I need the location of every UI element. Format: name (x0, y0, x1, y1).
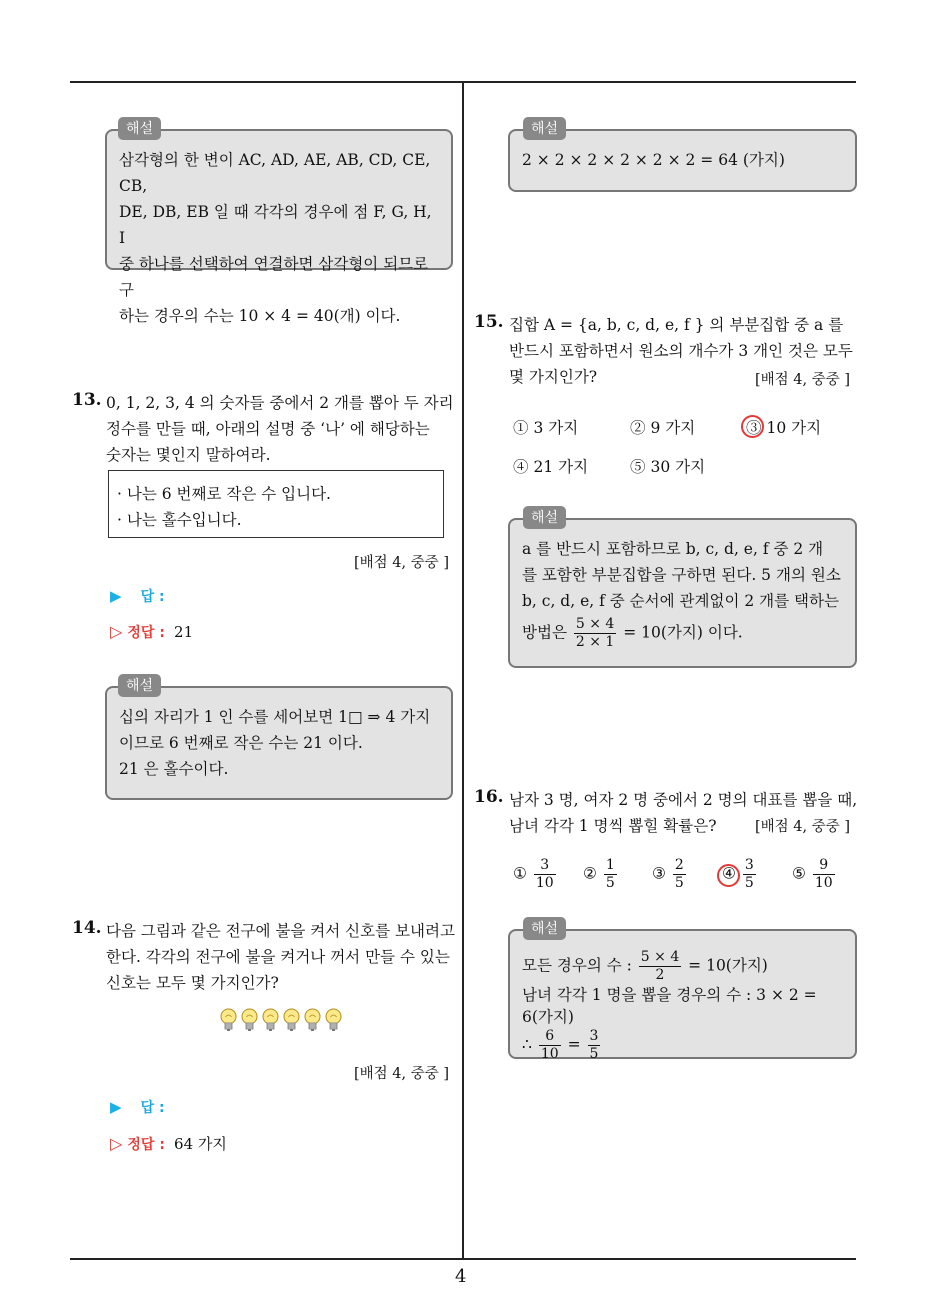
option-mark: ② (583, 864, 597, 883)
solution-box-13 (105, 686, 453, 800)
option-5[interactable] (630, 455, 705, 477)
solution-tab: 해설 (523, 506, 566, 529)
therefore-symbol: ∴ (522, 1035, 532, 1054)
fraction (588, 1028, 601, 1063)
solution-line: 십의 자리가 1 인 수를 세어보면 1□ ⇒ 4 가지 (119, 708, 431, 726)
option-mark: ④ (722, 864, 736, 883)
solution-text: = 10(가지) 이다. (623, 623, 743, 642)
numerator: 5 × 4 (575, 616, 615, 632)
question-line: 신호는 모두 몇 가지인가? (106, 974, 279, 992)
option-text: 3 가지 (533, 419, 579, 437)
light-bulb-icon (219, 1008, 238, 1032)
bottom-rule (70, 1258, 856, 1260)
solution-box-12 (105, 129, 453, 325)
solution-text: = 10(가지) (688, 956, 768, 975)
light-bulb-icon (240, 1008, 259, 1032)
question-number-15: 15. (474, 312, 504, 332)
numerator: 1 (605, 857, 615, 873)
solution-line: 남녀 각각 1 명을 뽑을 경우의 수 : 3 × 2 = 6(가지) (522, 986, 817, 1026)
solution-tab: 해설 (118, 674, 161, 697)
score-label-16: [배점 4, 중중 ] (755, 819, 851, 835)
fraction (673, 857, 686, 892)
question-13-text (106, 390, 456, 468)
hint-line: · 나는 6 번째로 작은 수 입니다. (117, 485, 331, 503)
question-line: 다음 그림과 같은 전구에 불을 켜서 신호를 보내려고 (106, 922, 455, 940)
solution-line: 를 포함한 부분집합을 구하면 된다. 5 개의 원소 (522, 566, 841, 584)
fraction (639, 949, 681, 984)
light-bulb-icon (324, 1008, 343, 1032)
solution-box-15 (508, 518, 857, 668)
page-number: 4 (455, 1266, 467, 1287)
correct-answer-row-14 (110, 1133, 227, 1154)
option-3[interactable] (652, 857, 688, 892)
fraction (534, 857, 556, 892)
answer-label: 답 : (140, 1100, 165, 1116)
outline-arrow-icon: ▷ (110, 1134, 123, 1153)
solution-line: 중 하나를 선택하여 연결하면 삼각형이 되므로 구 (119, 255, 429, 299)
outline-arrow-icon: ▷ (110, 622, 123, 641)
solution-line: 이므로 6 번째로 작은 수는 21 이다. (119, 734, 363, 752)
answer-row-14 (110, 1097, 165, 1117)
numerator: 2 (674, 857, 684, 873)
numerator: 3 (589, 1028, 599, 1044)
play-arrow-icon: ▶ (110, 587, 122, 605)
question-line: 숫자는 몇인지 말하여라. (106, 446, 271, 464)
denominator: 10 (814, 875, 833, 891)
bulb-row (219, 1008, 349, 1034)
correct-answer-row-13 (110, 622, 193, 642)
denominator: 10 (540, 1046, 559, 1062)
fraction (604, 857, 617, 892)
question-number-16: 16. (474, 787, 504, 807)
correct-value: 64 가지 (174, 1135, 227, 1153)
solution-line (522, 949, 843, 984)
solution-line: 삼각형의 한 변이 AC, AD, AE, AB, CD, CE, CB, (119, 151, 431, 195)
answer-label: 답 : (140, 589, 165, 605)
option-mark: ① (513, 864, 527, 883)
column-divider (462, 83, 464, 1259)
question-line: 반드시 포함하면서 원소의 개수가 3 개인 것은 모두 (509, 342, 853, 360)
question-line: 집합 A = {a, b, c, d, e, f } 의 부분집합 중 a 를 (509, 316, 844, 334)
option-text: 30 가지 (650, 458, 706, 476)
denominator: 10 (535, 875, 554, 891)
fraction (743, 857, 756, 892)
question-line: 정수를 만들 때, 아래의 설명 중 ‘나’ 에 해당하는 (106, 420, 430, 438)
correct-value: 21 (174, 623, 194, 641)
option-mark: ⑤ (630, 458, 646, 476)
score-label-14: [배점 4, 중중 ] (354, 1066, 450, 1082)
equals-sign: = (567, 1035, 581, 1054)
numerator: 3 (534, 857, 556, 875)
fraction (574, 616, 616, 651)
solution-line: a 를 반드시 포함하므로 b, c, d, e, f 중 2 개 (522, 540, 824, 558)
solution-text: 모든 경우의 수 : (522, 956, 632, 975)
question-line: 0, 1, 2, 3, 4 의 숫자들 중에서 2 개를 뽑아 두 자리 (106, 394, 454, 412)
hint-line: · 나는 홀수입니다. (117, 511, 242, 529)
hint-box (108, 470, 444, 538)
solution-line: DE, DB, EB 일 때 각각의 경우에 점 F, G, H, I (119, 203, 432, 247)
answer-row-13 (110, 586, 165, 606)
score-label-13: [배점 4, 중중 ] (354, 555, 450, 571)
denominator: 5 (589, 1046, 599, 1062)
option-5[interactable] (792, 857, 837, 892)
option-1[interactable] (513, 857, 558, 892)
fraction (813, 857, 835, 892)
light-bulb-icon (282, 1008, 301, 1032)
solution-tab: 해설 (523, 917, 566, 940)
option-mark: ② (630, 419, 646, 437)
option-mark: ① (513, 419, 529, 437)
solution-line (522, 1028, 843, 1063)
option-1[interactable] (513, 416, 578, 438)
play-arrow-icon: ▶ (110, 1098, 122, 1116)
denominator: 2 × 1 (575, 634, 615, 650)
denominator: 2 (655, 967, 665, 983)
option-text: 9 가지 (650, 419, 696, 437)
selected-mark-circle (717, 864, 740, 887)
selected-mark-circle (741, 415, 764, 438)
option-mark: ⑤ (792, 864, 806, 883)
denominator: 5 (674, 875, 684, 891)
option-text: 21 가지 (533, 458, 589, 476)
question-line: 몇 가지인가? (509, 368, 598, 386)
option-4[interactable] (513, 455, 588, 477)
light-bulb-icon (261, 1008, 280, 1032)
correct-label: 정답 : (127, 625, 165, 641)
light-bulb-icon (303, 1008, 322, 1032)
denominator: 5 (605, 875, 615, 891)
option-2[interactable] (583, 857, 619, 892)
question-line: 남자 3 명, 여자 2 명 중에서 2 명의 대표를 뽑을 때, (509, 791, 858, 809)
question-line: 한다. 각각의 전구에 불을 켜거나 꺼서 만들 수 있는 (106, 948, 450, 966)
solution-line: b, c, d, e, f 중 순서에 관계없이 2 개를 택하는 (522, 592, 839, 610)
numerator: 5 × 4 (640, 949, 680, 965)
solution-line (522, 616, 843, 651)
denominator: 5 (744, 875, 754, 891)
correct-label: 정답 : (127, 1137, 165, 1153)
option-text: 10 가지 (766, 419, 822, 437)
option-mark: ③ (746, 419, 762, 437)
question-14-text (106, 918, 456, 996)
question-line: 남녀 각각 1 명씩 뽑힐 확률은? (509, 817, 717, 835)
solution-line: 21 은 홀수이다. (119, 760, 229, 778)
solution-box-16 (508, 929, 857, 1062)
score-label-15: [배점 4, 중중 ] (755, 372, 851, 388)
numerator: 6 (539, 1028, 561, 1046)
question-number-13: 13. (72, 390, 102, 410)
option-2[interactable] (630, 416, 695, 438)
numerator: 9 (813, 857, 835, 875)
fraction (539, 1028, 561, 1063)
solution-line: 하는 경우의 수는 10 × 4 = 40(개) 이다. (119, 307, 401, 325)
solution-text: 방법은 (522, 623, 567, 642)
solution-tab: 해설 (118, 117, 161, 140)
solution-tab: 해설 (523, 117, 566, 140)
solution-line: 2 × 2 × 2 × 2 × 2 × 2 = 64 (가지) (522, 151, 785, 169)
option-mark: ③ (652, 864, 666, 883)
option-mark: ④ (513, 458, 529, 476)
numerator: 3 (744, 857, 754, 873)
question-number-14: 14. (72, 918, 102, 938)
